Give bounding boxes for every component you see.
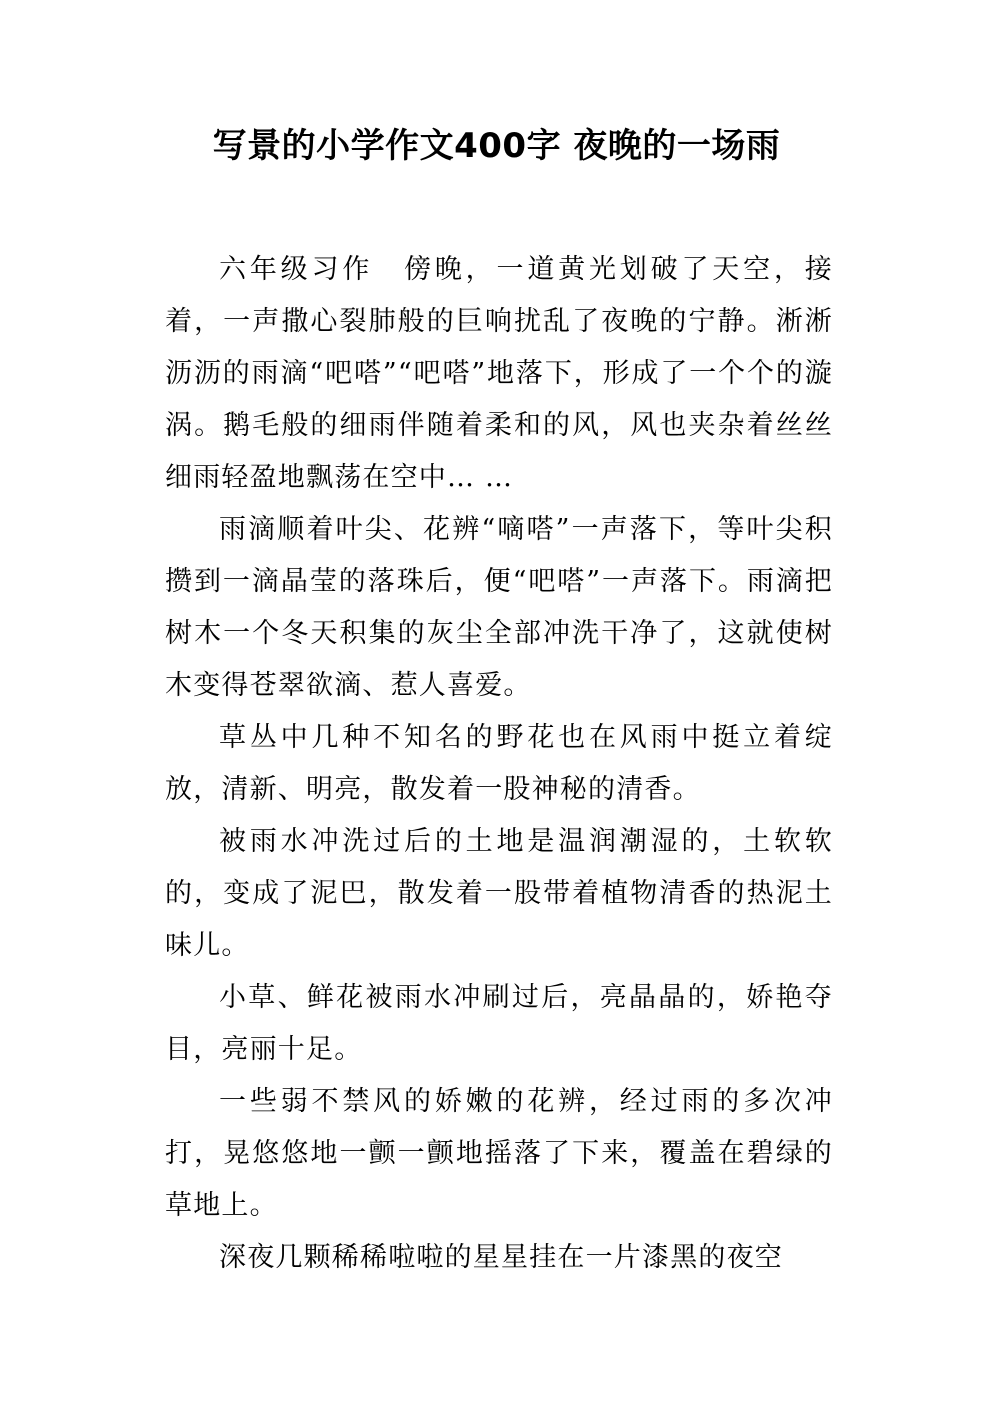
document-body [165,244,833,1284]
paragraph-7: 深夜几颗稀稀啦啦的星星挂在一片漆黑的夜空 [219,1242,783,1273]
paragraph-5: 小草、鲜花被雨水冲刷过后，亮晶晶的，娇艳夺目，亮丽十足。 [165,982,833,1065]
paragraph-1: 六年级习作 傍晚，一道黄光划破了天空，接着，一声撒心裂肺般的巨响扰乱了夜晚的宁静。淅淅沥沥的雨滴“吧嗒”“吧嗒”地落下，形成了一个个的漩涡。鹅毛般的细雨伴随着柔和的风，风也夹杂着丝丝细雨轻盈地飘荡在空中… … [165,254,833,493]
paragraph-3: 草丛中几种不知名的野花也在风雨中挺立着绽放，清新、明亮，散发着一股神秘的清香。 [165,722,833,805]
paragraph-2: 雨滴顺着叶尖、花辨“嘀嗒”一声落下，等叶尖积攒到一滴晶莹的落珠后，便“吧嗒”一声落下。雨滴把树木一个冬天积集的灰尘全部冲洗干净了，这就使树木变得苍翠欲滴、惹人喜爱。 [165,514,833,701]
document-title: 写景的小学作文400字 夜晚的一场雨 [212,126,781,166]
paragraph-6: 一些弱不禁风的娇嫩的花辨，经过雨的多次冲打，晃悠悠地一颤一颤地摇落了下来，覆盖在碧绿的草地上。 [165,1086,833,1221]
paragraph-4: 被雨水冲洗过后的土地是温润潮湿的，土软软的，变成了泥巴，散发着一股带着植物清香的热泥土味儿。 [165,826,833,961]
